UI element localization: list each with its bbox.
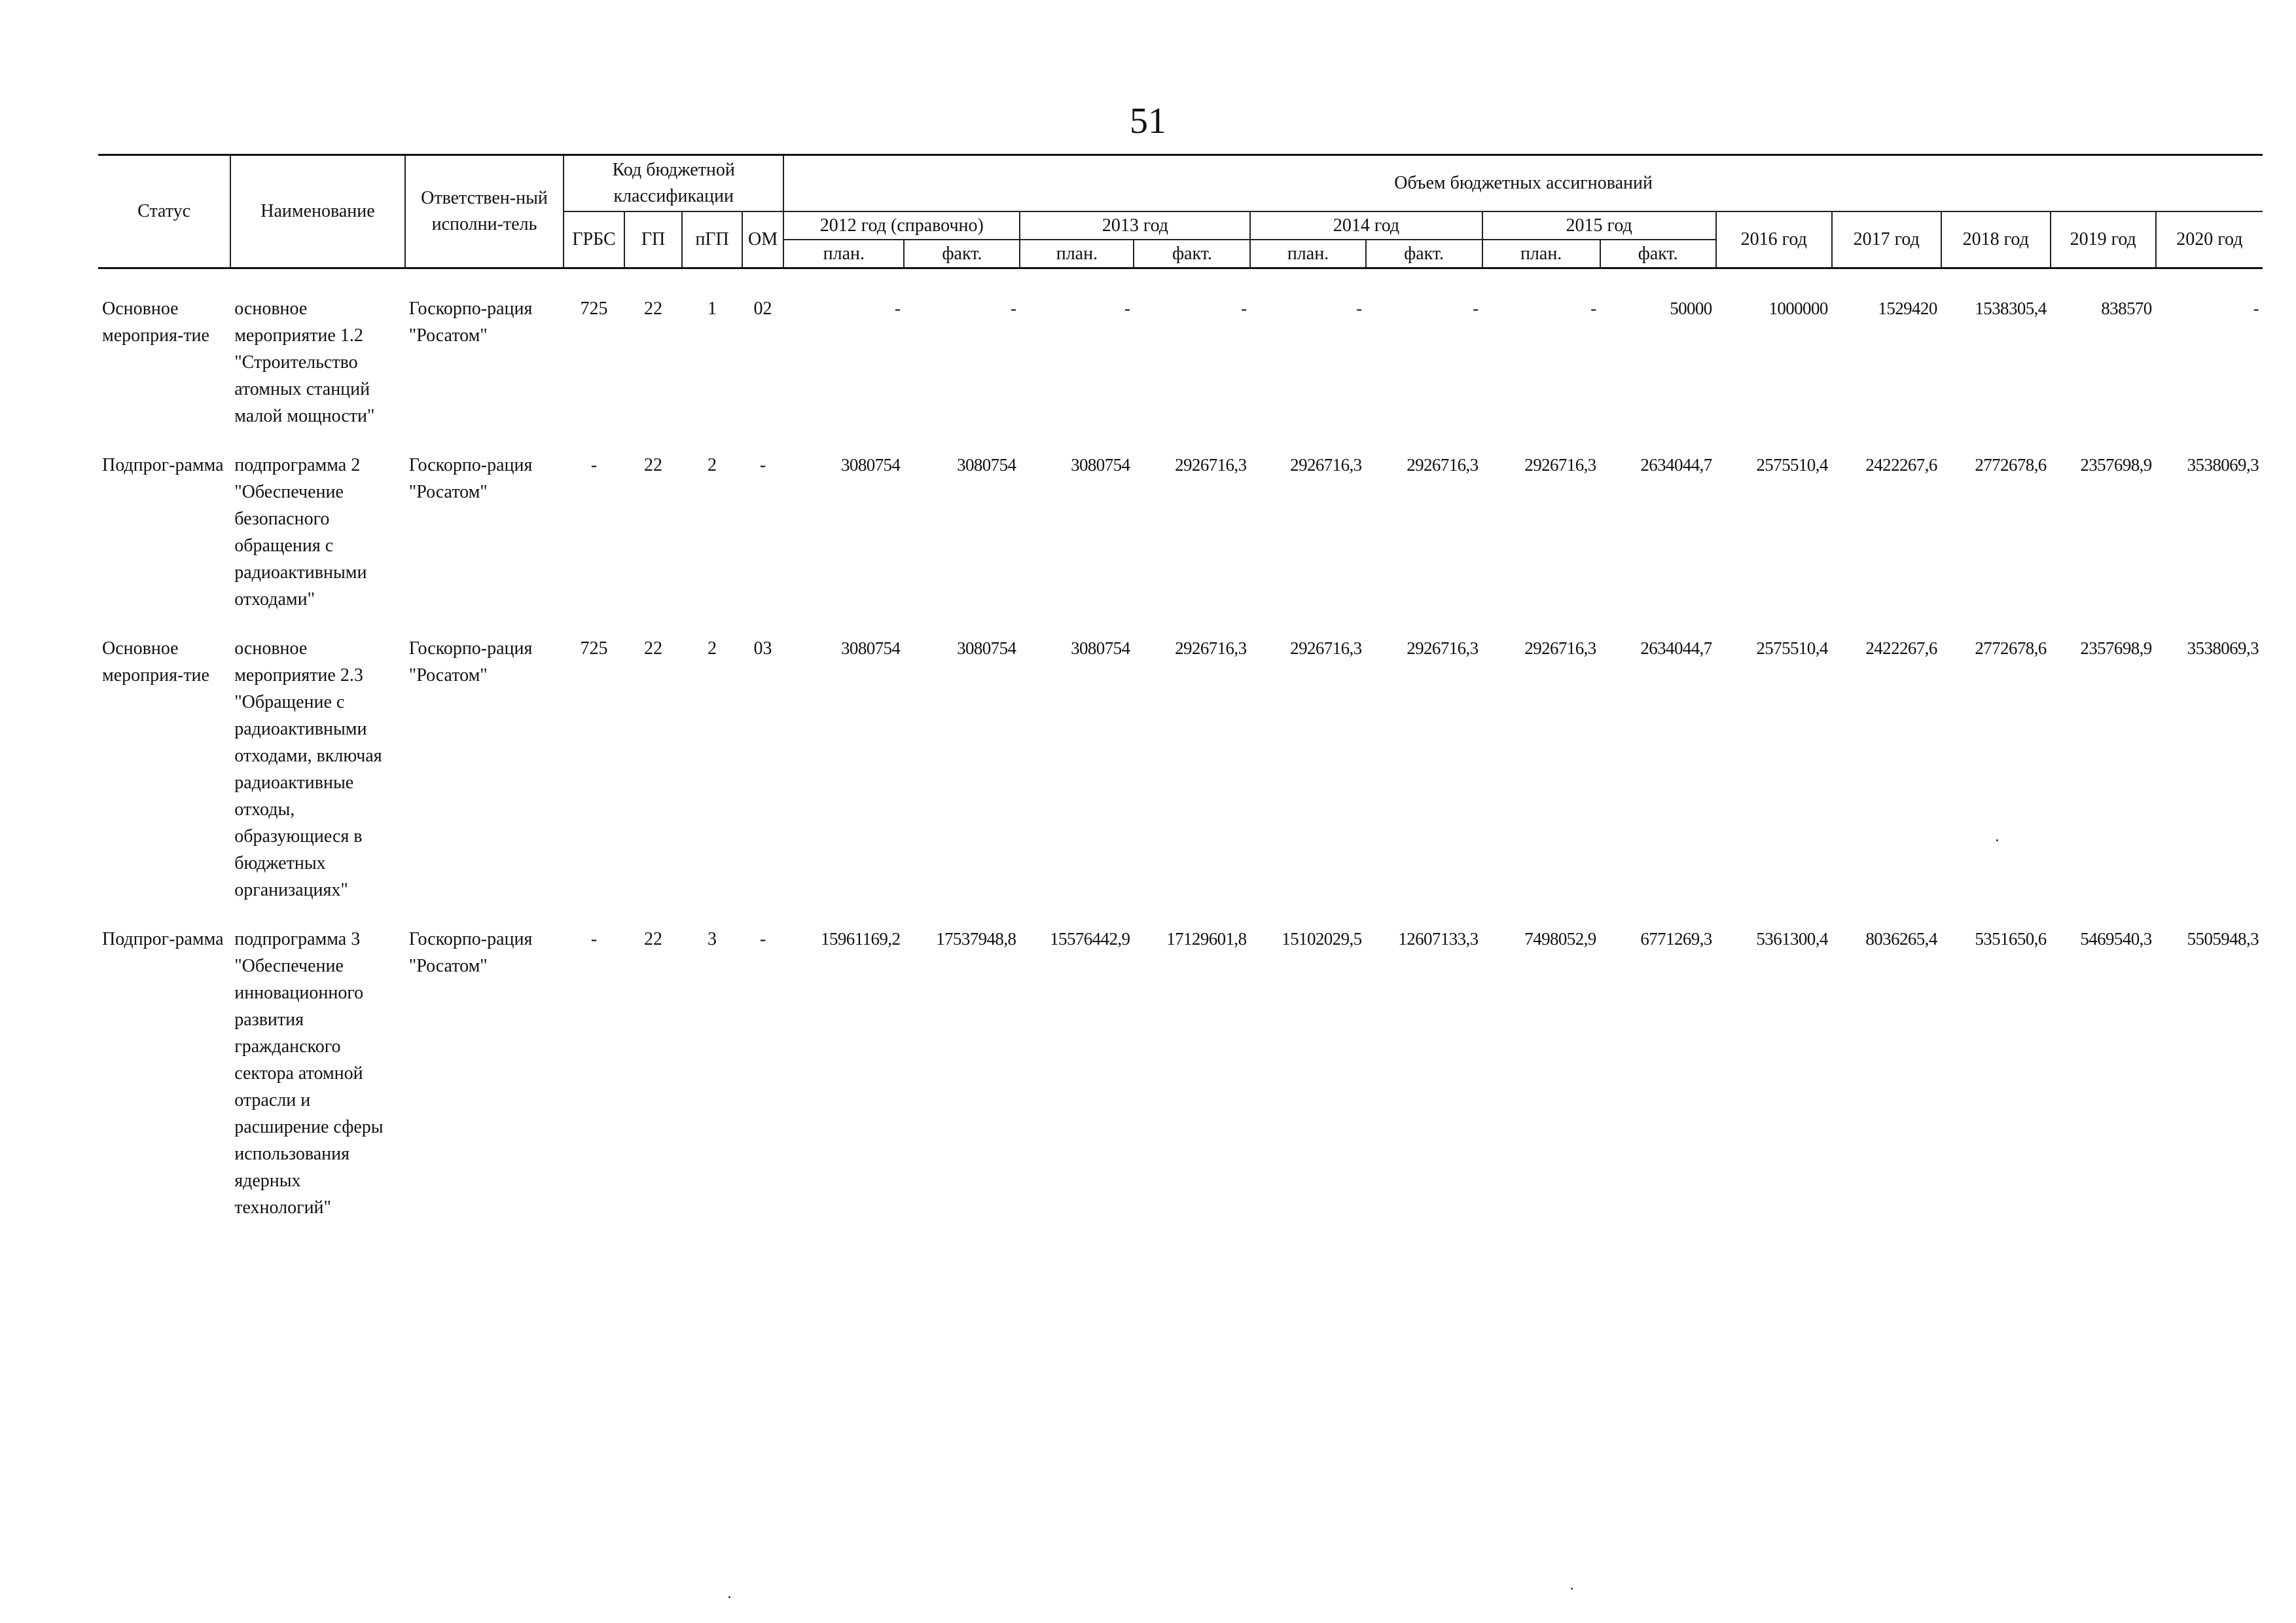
header-status: Статус bbox=[98, 155, 230, 268]
header-2014-plan: план. bbox=[1250, 240, 1365, 268]
header-2014-fact: факт. bbox=[1366, 240, 1482, 268]
table-header bbox=[98, 155, 2263, 268]
value-2014-fact: - bbox=[1473, 298, 1479, 318]
header-2013-fact: факт. bbox=[1134, 240, 1250, 268]
value-2020: - bbox=[2253, 298, 2259, 318]
value-2020: 3538069,3 bbox=[2187, 638, 2259, 658]
value-2017: 2422267,6 bbox=[1865, 454, 1937, 475]
value-2012-fact: 3080754 bbox=[957, 638, 1016, 658]
header-year-2018: 2018 год bbox=[1941, 211, 2051, 268]
row-pgp: 2 bbox=[708, 638, 717, 659]
value-2019: 5469540,3 bbox=[2080, 928, 2152, 949]
value-2015-plan: 2926716,3 bbox=[1524, 454, 1596, 475]
value-2019: 2357698,9 bbox=[2080, 454, 2152, 475]
value-2012-plan: 3080754 bbox=[841, 638, 901, 658]
row-name: основное мероприятие 1.2 "Строительство атомных станций малой мощности" bbox=[234, 298, 375, 426]
row-om: - bbox=[759, 454, 766, 475]
header-grbs: ГРБС bbox=[564, 211, 624, 268]
header-2013-plan: план. bbox=[1020, 240, 1134, 268]
value-2014-fact: 12607133,3 bbox=[1398, 928, 1479, 949]
row-name: подпрограмма 2 "Обеспечение безопасного обращения с радиоактивными отходами" bbox=[234, 454, 367, 610]
header-year-2015: 2015 год bbox=[1482, 211, 1716, 240]
value-2013-plan: 15576442,9 bbox=[1050, 928, 1130, 949]
header-2015-fact: факт. bbox=[1600, 240, 1716, 268]
value-2018: 2772678,6 bbox=[1975, 638, 2047, 658]
value-2020: 5505948,3 bbox=[2187, 928, 2259, 949]
value-2015-fact: 2634044,7 bbox=[1640, 454, 1712, 475]
header-om: ОМ bbox=[742, 211, 783, 268]
value-2014-plan: 2926716,3 bbox=[1290, 454, 1362, 475]
value-2013-fact: - bbox=[1241, 298, 1247, 318]
header-gp: ГП bbox=[624, 211, 683, 268]
value-2013-plan: 3080754 bbox=[1071, 454, 1130, 475]
value-2015-fact: 50000 bbox=[1670, 298, 1712, 318]
header-budget-code: Код бюджетной классификации bbox=[564, 155, 783, 211]
row-name: подпрограмма 3 "Обеспечение инновационного развития гражданского сектора атомной отрасли и расширение сферы использования ядерных технологий" bbox=[234, 928, 384, 1218]
value-2017: 2422267,6 bbox=[1865, 638, 1937, 658]
row-gp: 22 bbox=[644, 638, 663, 659]
header-year-2012: 2012 год (справочно) bbox=[783, 211, 1020, 240]
header-year-2017: 2017 год bbox=[1832, 211, 1941, 268]
value-2017: 8036265,4 bbox=[1865, 928, 1937, 949]
header-pgp: пГП bbox=[682, 211, 742, 268]
value-2013-fact: 2926716,3 bbox=[1175, 638, 1247, 658]
value-2014-fact: 2926716,3 bbox=[1407, 454, 1479, 475]
value-2014-plan: 2926716,3 bbox=[1290, 638, 1362, 658]
value-2018: 1538305,4 bbox=[1975, 298, 2047, 318]
row-grbs: 725 bbox=[580, 638, 608, 659]
row-status: Основное мероприя-тие bbox=[102, 298, 209, 346]
row-executor: Госкорпо-рация "Росатом" bbox=[408, 454, 533, 502]
value-2015-fact: 2634044,7 bbox=[1640, 638, 1712, 658]
value-2020: 3538069,3 bbox=[2187, 454, 2259, 475]
table-row bbox=[98, 452, 2263, 635]
value-2015-plan: - bbox=[1590, 298, 1596, 318]
value-2012-fact: - bbox=[1010, 298, 1016, 318]
page-number: 51 bbox=[1130, 101, 1166, 141]
header-2015-plan: план. bbox=[1482, 240, 1600, 268]
row-executor: Госкорпо-рация "Росатом" bbox=[408, 638, 533, 685]
header-year-2014: 2014 год bbox=[1250, 211, 1482, 240]
header-executor: Ответствен-ный исполни-тель bbox=[405, 155, 564, 268]
scan-speck bbox=[1996, 839, 1998, 841]
value-2017: 1529420 bbox=[1878, 298, 1937, 318]
value-2018: 2772678,6 bbox=[1975, 454, 2047, 475]
header-year-2016: 2016 год bbox=[1716, 211, 1832, 268]
value-2012-plan: 3080754 bbox=[841, 454, 901, 475]
value-2013-plan: - bbox=[1124, 298, 1130, 318]
scan-speck bbox=[728, 1596, 730, 1598]
value-2016: 5361300,4 bbox=[1756, 928, 1828, 949]
row-executor: Госкорпо-рация "Росатом" bbox=[408, 928, 533, 976]
row-om: 03 bbox=[753, 638, 772, 659]
value-2018: 5351650,6 bbox=[1975, 928, 2047, 949]
row-grbs: 725 bbox=[580, 298, 608, 319]
budget-allocation-table bbox=[98, 154, 2263, 1243]
value-2019: 838570 bbox=[2101, 298, 2152, 318]
row-name: основное мероприятие 2.3 "Обращение с радиоактивными отходами, включая радиоактивные отходы, образующиеся в бюджетных организациях" bbox=[234, 638, 382, 900]
header-year-2019: 2019 год bbox=[2051, 211, 2156, 268]
table-row bbox=[98, 926, 2263, 1243]
value-2016: 1000000 bbox=[1768, 298, 1828, 318]
row-om: - bbox=[759, 928, 766, 949]
row-executor: Госкорпо-рация "Росатом" bbox=[408, 298, 533, 346]
value-2012-fact: 17537948,8 bbox=[936, 928, 1016, 949]
header-2012-fact: факт. bbox=[904, 240, 1020, 268]
value-2019: 2357698,9 bbox=[2080, 638, 2152, 658]
header-year-2013: 2013 год bbox=[1020, 211, 1250, 240]
value-2012-fact: 3080754 bbox=[957, 454, 1016, 475]
value-2016: 2575510,4 bbox=[1756, 454, 1828, 475]
row-status: Подпрог-рамма bbox=[102, 454, 224, 475]
value-2015-fact: 6771269,3 bbox=[1640, 928, 1712, 949]
row-grbs: - bbox=[590, 928, 598, 949]
value-2012-plan: 15961169,2 bbox=[821, 928, 901, 949]
value-2016: 2575510,4 bbox=[1756, 638, 1828, 658]
table-row bbox=[98, 295, 2263, 452]
table-body bbox=[98, 268, 2263, 1243]
row-grbs: - bbox=[590, 454, 598, 475]
header-name: Наименование bbox=[230, 155, 405, 268]
row-pgp: 3 bbox=[708, 928, 717, 949]
header-2012-plan: план. bbox=[783, 240, 904, 268]
row-pgp: 2 bbox=[708, 454, 717, 475]
value-2014-plan: 15102029,5 bbox=[1282, 928, 1362, 949]
value-2012-plan: - bbox=[894, 298, 901, 318]
value-2015-plan: 7498052,9 bbox=[1524, 928, 1596, 949]
row-gp: 22 bbox=[644, 928, 663, 949]
value-2014-fact: 2926716,3 bbox=[1407, 638, 1479, 658]
value-2014-plan: - bbox=[1356, 298, 1362, 318]
header-budget-volume: Объем бюджетных ассигнований bbox=[783, 155, 2263, 211]
value-2013-fact: 17129601,8 bbox=[1166, 928, 1247, 949]
scan-speck bbox=[1571, 1588, 1573, 1590]
row-gp: 22 bbox=[644, 454, 663, 475]
row-status: Основное мероприя-тие bbox=[102, 638, 209, 685]
value-2015-plan: 2926716,3 bbox=[1524, 638, 1596, 658]
value-2013-fact: 2926716,3 bbox=[1175, 454, 1247, 475]
header-year-2020: 2020 год bbox=[2156, 211, 2263, 268]
row-gp: 22 bbox=[644, 298, 663, 319]
table-row bbox=[98, 635, 2263, 926]
value-2013-plan: 3080754 bbox=[1071, 638, 1130, 658]
row-status: Подпрог-рамма bbox=[102, 928, 224, 949]
row-pgp: 1 bbox=[708, 298, 717, 319]
row-om: 02 bbox=[753, 298, 772, 319]
header-gap bbox=[98, 268, 2263, 295]
